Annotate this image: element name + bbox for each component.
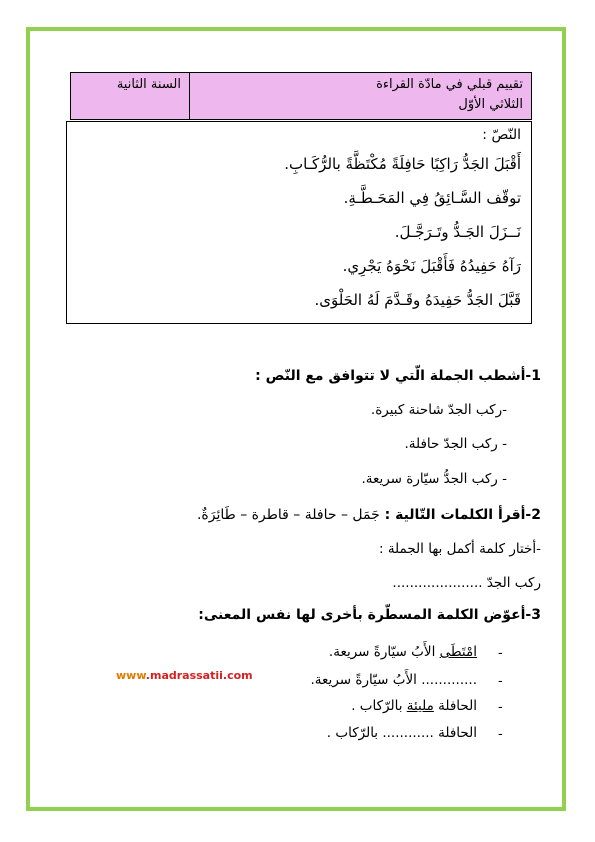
question-1-title: 1-أشطب الجملة الّتي لا تتوافق مع النّص : (255, 368, 541, 384)
q3-item: ............. الأَبُ سيّارةً سريعة. (310, 672, 477, 688)
q2-fill-sentence: ركب الجدّ ..................... (392, 575, 541, 591)
watermark-prefix: www (116, 669, 146, 682)
header-title-line2: الثلاثي الأوّل (458, 97, 523, 112)
q3-bullet: - (498, 700, 503, 715)
q3-underlined-word: مليئة (406, 698, 434, 714)
passage-label: النّصّ : (482, 127, 521, 143)
q3-item-text: الحافلة (433, 698, 477, 714)
q3-item-text: بالرّكاب . (351, 698, 407, 714)
passage-line: توقّف السَّـائِقُ فِي المَحَـطَّـةِ. (343, 189, 521, 207)
question-2-title (197, 507, 541, 523)
question-2-words: جَمَل – حافلة – قاطرة – طَائِرَةٌ. (196, 507, 380, 523)
q3-item (329, 644, 477, 660)
question-3-title: 3-أعوّض الكلمة المسطّرة بأخرى لها نفس المعنى: (198, 607, 541, 623)
q3-underlined-word: امْتَطَى (439, 644, 477, 660)
q3-item-text: الأَبُ سيّارةً سريعة. (328, 644, 440, 660)
header-table (70, 72, 532, 120)
question-2-label: 2-أقرأ الكلمات التّالية : (384, 507, 541, 523)
q3-bullet: - (498, 646, 503, 661)
q1-option: - ركب الجدّ حافلة. (404, 436, 507, 452)
passage-line: رَآهُ حَفِيدُهُ فَأَقْبَلَ نَحْوَهُ يَجْرِي. (342, 257, 521, 275)
header-title-line1: تقييم قبلي في مادّة القراءة (376, 77, 523, 92)
passage-line: قَبَّلَ الجَدُّ حَفِيدَهُ وقَـدَّمَ لَهُ الحَلْوَى. (314, 291, 521, 309)
watermark-link[interactable] (116, 669, 253, 682)
passage-box (66, 121, 532, 324)
q3-bullet: - (498, 727, 503, 742)
q3-item: الحافلة ............ بالرّكاب . (326, 725, 477, 741)
watermark-domain: .madrassatii.com (145, 669, 253, 682)
q3-item (351, 698, 477, 714)
header-title-cell (189, 73, 531, 119)
passage-line: نَــزَلَ الجَـدُّ وتَـرَجَّـلَ. (394, 223, 521, 241)
passage-line: أَقْبَلَ الجَدُّ رَاكِبًا حَافِلَةً مُكْتَظَّةً بالرُّكَـابِ. (284, 155, 521, 173)
q1-option: -ركب الجدّ شاحنة كبيرة. (370, 402, 507, 418)
q1-option: - ركب الجدُّ سيّارة سريعة. (361, 471, 507, 487)
q3-bullet: - (498, 674, 503, 689)
header-grade-cell: السنة الثانية (116, 77, 181, 92)
q2-instruction: -أختار كلمة أكمل بها الجملة : (378, 541, 541, 557)
